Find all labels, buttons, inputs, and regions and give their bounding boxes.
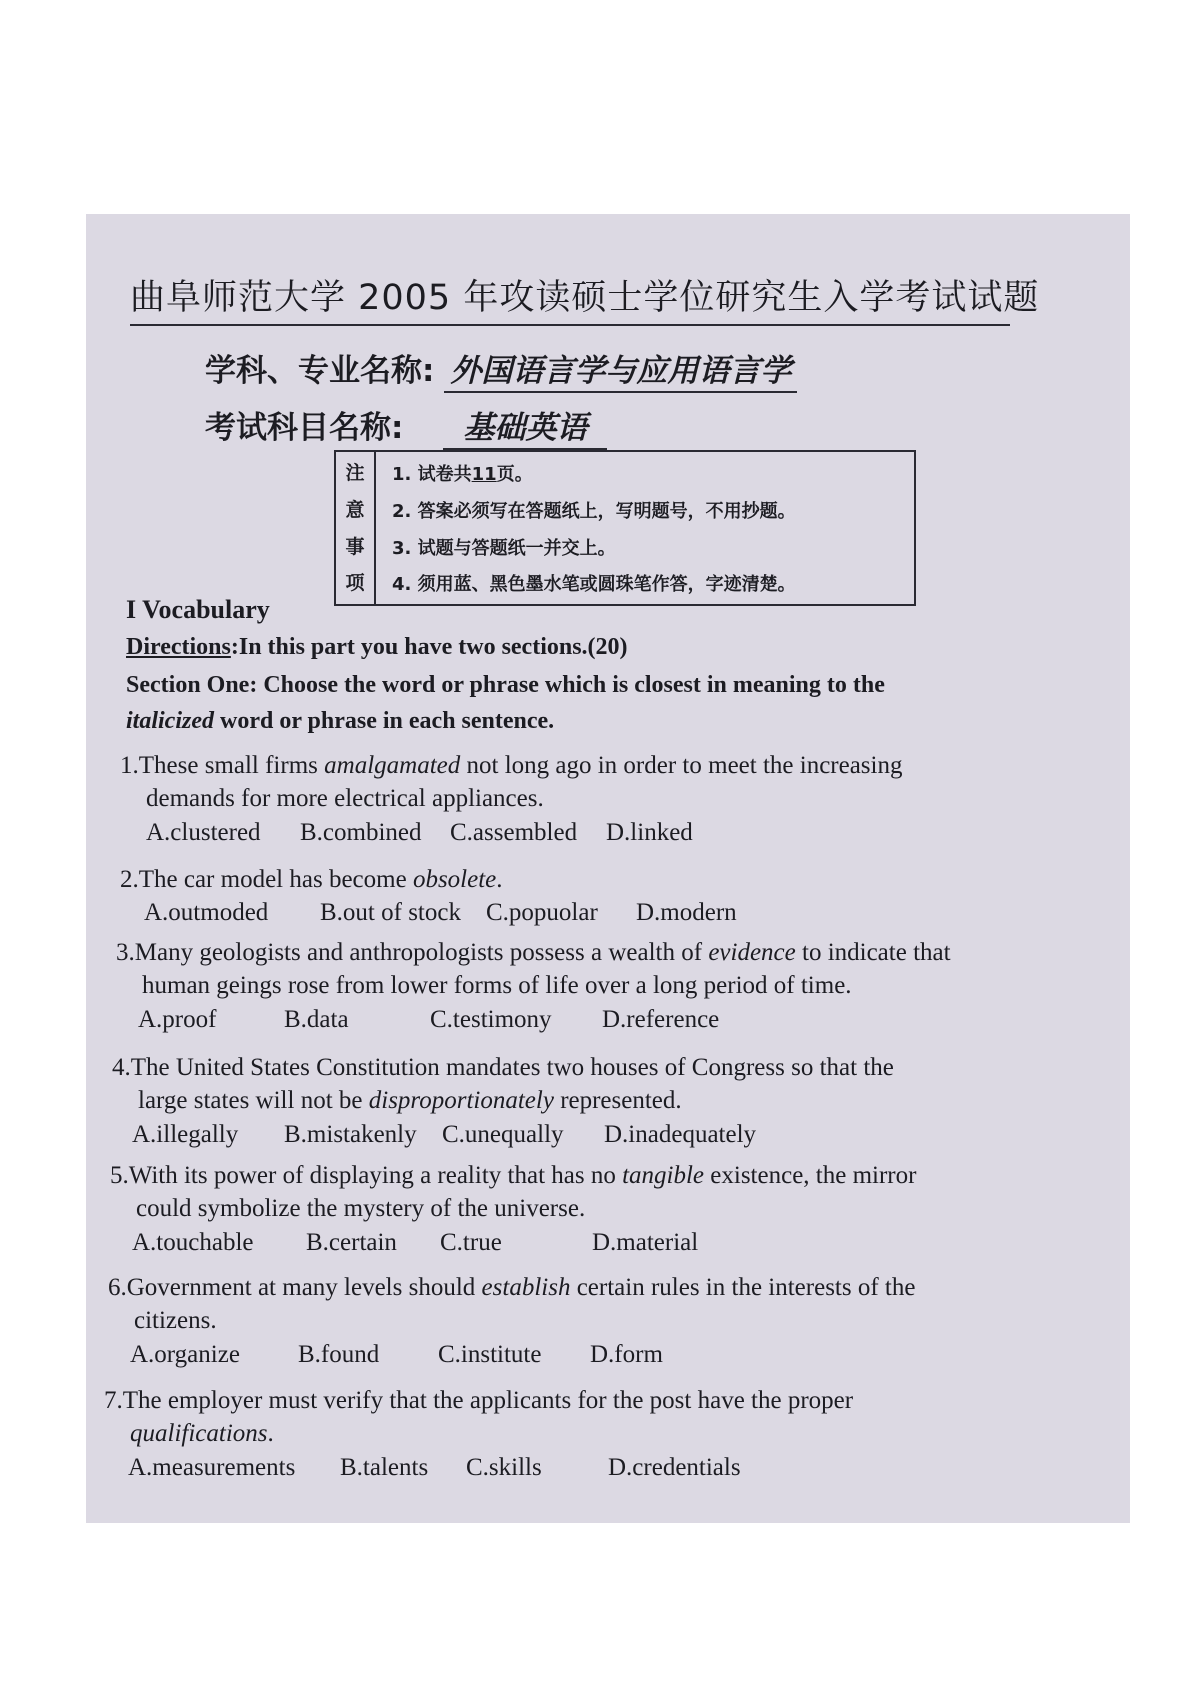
answer-option: D.form <box>590 1341 663 1368</box>
question-text-line: demands for more electrical appliances. <box>146 785 544 812</box>
answer-option: C.testimony <box>430 1006 552 1033</box>
notice-box <box>334 450 916 606</box>
subject-field <box>205 402 607 447</box>
notice-item-4: 4. 须用蓝、黑色墨水笔或圆珠笔作答，字迹清楚。 <box>392 574 796 595</box>
question-text-line: qualifications. <box>130 1420 274 1447</box>
notice-item-1: 1. 试卷共11页。 <box>392 464 533 485</box>
answer-option: C.unequally <box>442 1121 564 1148</box>
section-instruction-line-1: Section One: Choose the word or phrase which is closest in meaning to the <box>126 672 885 698</box>
notice-item-3: 3. 试题与答题纸一并交上。 <box>392 538 616 559</box>
section-instruction-line-2: italicized word or phrase in each sentence. <box>126 708 555 734</box>
answer-option: B.out of stock <box>320 899 461 926</box>
question-text-line: could symbolize the mystery of the universe. <box>136 1195 586 1222</box>
exam-title: 曲阜师范大学 2005 年攻读硕士学位研究生入学考试试题 <box>130 270 1010 326</box>
answer-option: A.measurements <box>128 1454 296 1481</box>
question-text-line: 7.The employer must verify that the applicants for the post have the proper <box>104 1387 854 1414</box>
answer-option: D.inadequately <box>604 1121 757 1148</box>
answer-option: C.true <box>440 1229 502 1256</box>
answer-option: A.touchable <box>132 1229 254 1256</box>
page-count: 11 <box>471 464 497 485</box>
notice-item-2: 2. 答案必须写在答题纸上，写明题号，不用抄题。 <box>392 501 796 522</box>
question-text-line: human geings rose from lower forms of life over a long period of time. <box>142 972 852 999</box>
answer-option: D.linked <box>606 819 693 846</box>
question-text-line: large states will not be disproportionately represented. <box>138 1087 682 1114</box>
answer-option: C.popuolar <box>486 899 598 926</box>
answer-option: A.clustered <box>146 819 261 846</box>
answer-option: D.material <box>592 1229 699 1256</box>
part-heading: I Vocabulary <box>126 595 270 624</box>
answer-option: C.institute <box>438 1341 542 1368</box>
answer-option: A.illegally <box>132 1121 239 1148</box>
question-text-line: 5.With its power of displaying a reality that has no tangible existence, the mirror <box>110 1162 917 1189</box>
major-label: 学科、专业名称: <box>205 353 435 389</box>
question-text-line: 2.The car model has become obsolete. <box>120 866 503 893</box>
notice-side-column <box>336 452 376 604</box>
answer-option: B.data <box>284 1006 349 1033</box>
answer-option: D.credentials <box>608 1454 741 1481</box>
directions-label: Directions <box>126 634 231 660</box>
answer-option: D.modern <box>636 899 737 926</box>
answer-option: B.mistakenly <box>284 1121 417 1148</box>
notice-side-char: 意 <box>345 499 365 521</box>
answer-option: B.talents <box>340 1454 429 1481</box>
answer-option: C.assembled <box>450 819 578 846</box>
subject-label: 考试科目名称: <box>205 410 404 446</box>
directions: Directions:In this part you have two sections.(20) <box>126 634 628 660</box>
major-value: 外国语言学与应用语言学 <box>444 353 797 393</box>
answer-option: D.reference <box>602 1006 720 1033</box>
answer-option: C.skills <box>466 1454 542 1481</box>
major-field <box>205 345 797 390</box>
question-text-line: 6.Government at many levels should establish certain rules in the interests of the <box>108 1274 916 1301</box>
answer-option: B.certain <box>306 1229 397 1256</box>
answer-option: B.found <box>298 1341 380 1368</box>
subject-value: 基础英语 <box>443 410 607 450</box>
notice-side-char: 事 <box>345 536 365 558</box>
answer-option: A.proof <box>138 1006 217 1033</box>
notice-side-char: 项 <box>345 572 365 594</box>
answer-option: A.organize <box>130 1341 240 1368</box>
answer-option: B.combined <box>300 819 422 846</box>
answer-option: A.outmoded <box>144 899 269 926</box>
question-text-line: 1.These small firms amalgamated not long ago in order to meet the increasing <box>120 752 903 779</box>
question-text-line: 3.Many geologists and anthropologists possess a wealth of evidence to indicate that <box>116 939 951 966</box>
notice-side-char: 注 <box>345 462 365 484</box>
question-text-line: 4.The United States Constitution mandates two houses of Congress so that the <box>112 1054 894 1081</box>
question-text-line: citizens. <box>134 1307 217 1334</box>
